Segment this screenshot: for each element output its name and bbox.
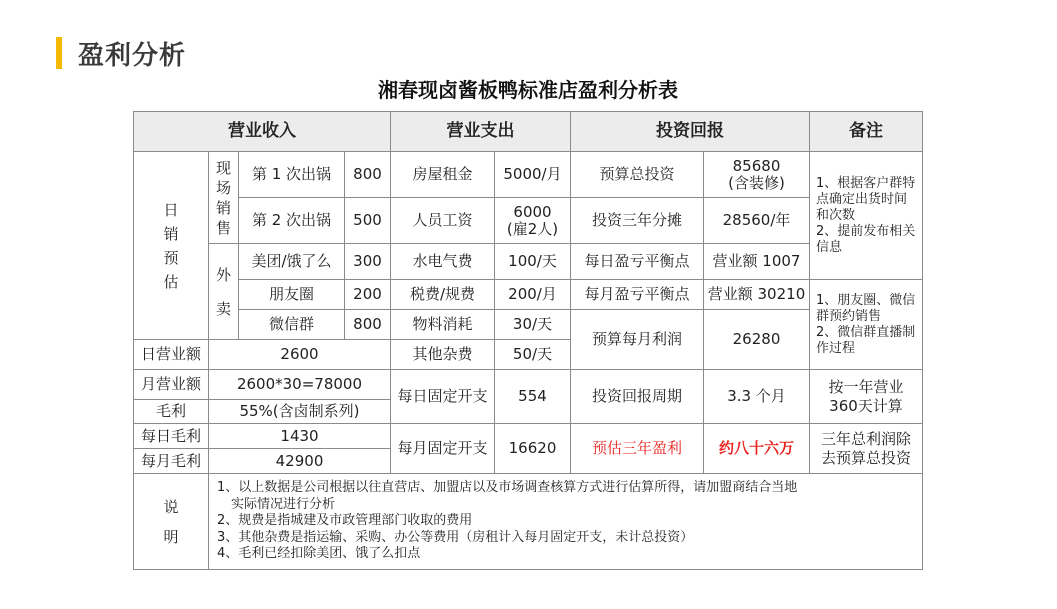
- daily-gross-label: 每日毛利: [134, 424, 209, 449]
- note-onsite: 1、根据客户群特点确定出货时间和次数 2、提前发布相关信息: [810, 152, 923, 280]
- utilities-label: 水电气费: [391, 244, 495, 280]
- col-header-expense: 营业支出: [391, 112, 571, 152]
- monthly-revenue-label: 月营业额: [134, 370, 209, 400]
- daily-breakeven-value: 营业额 1007: [704, 244, 810, 280]
- explanation-label: 说 明: [134, 474, 209, 570]
- monthly-revenue-value: 2600*30=78000: [209, 370, 391, 400]
- batch2-label: 第 2 次出锅: [239, 198, 345, 244]
- monthly-gross-label: 每月毛利: [134, 449, 209, 474]
- monthly-breakeven-label: 每月盈亏平衡点: [571, 280, 704, 310]
- tax-value: 200/月: [495, 280, 571, 310]
- monthly-profit-label: 预算每月利润: [571, 310, 704, 370]
- staff-label: 人员工资: [391, 198, 495, 244]
- materials-value: 30/天: [495, 310, 571, 340]
- wechat-group-value: 800: [345, 310, 391, 340]
- daily-revenue-label: 日营业额: [134, 340, 209, 370]
- materials-label: 物料消耗: [391, 310, 495, 340]
- three-year-profit-label: 预估三年盈利: [571, 424, 704, 474]
- daily-breakeven-label: 每日盈亏平衡点: [571, 244, 704, 280]
- explanation-line-1: 1、以上数据是公司根据以往直营店、加盟店以及市场调查核算方式进行估算所得，请加盟商结合当地: [217, 480, 798, 496]
- gross-margin-value: 55%(含卤制系列): [209, 400, 391, 424]
- utilities-value: 100/天: [495, 244, 571, 280]
- gross-margin-label: 毛利: [134, 400, 209, 424]
- batch1-value: 800: [345, 152, 391, 198]
- daily-fixed-label: 每日固定开支: [391, 370, 495, 424]
- budget-total-label: 预算总投资: [571, 152, 704, 198]
- note-takeout: 1、朋友圈、微信群预约销售 2、微信群直播制作过程: [810, 280, 923, 370]
- col-header-income: 营业收入: [134, 112, 391, 152]
- three-year-value: 28560/年: [704, 198, 810, 244]
- three-year-label: 投资三年分摊: [571, 198, 704, 244]
- moments-label: 朋友圈: [239, 280, 345, 310]
- note-year-basis: 按一年营业 360天计算: [810, 370, 923, 424]
- tax-label: 税费/规费: [391, 280, 495, 310]
- monthly-fixed-label: 每月固定开支: [391, 424, 495, 474]
- explanation-line-4: 4、毛利已经扣除美团、饿了么扣点: [217, 546, 421, 562]
- meituan-label: 美团/饿了么: [239, 244, 345, 280]
- batch1-label: 第 1 次出锅: [239, 152, 345, 198]
- explanation-line-1b: 实际情况进行分析: [231, 496, 336, 512]
- budget-total-value: 85680 (含装修): [704, 152, 810, 198]
- monthly-gross-value: 42900: [209, 449, 391, 474]
- section-title: 盈利分析: [78, 40, 187, 71]
- staff-value: 6000 (雇2人): [495, 198, 571, 244]
- onsite-sales-label: 现 场 销 售: [209, 152, 239, 244]
- misc-value: 50/天: [495, 340, 571, 370]
- daily-fixed-value: 554: [495, 370, 571, 424]
- col-header-return: 投资回报: [571, 112, 810, 152]
- monthly-profit-value: 26280: [704, 310, 810, 370]
- takeout-label: 外 卖: [209, 244, 239, 340]
- three-year-profit-value: 约八十六万: [704, 424, 810, 474]
- daily-revenue-value: 2600: [209, 340, 391, 370]
- meituan-value: 300: [345, 244, 391, 280]
- misc-label: 其他杂费: [391, 340, 495, 370]
- explanation-text: [209, 474, 923, 570]
- rent-value: 5000/月: [495, 152, 571, 198]
- header-accent-bar: [56, 37, 62, 69]
- moments-value: 200: [345, 280, 391, 310]
- monthly-breakeven-value: 营业额 30210: [704, 280, 810, 310]
- daily-gross-value: 1430: [209, 424, 391, 449]
- wechat-group-label: 微信群: [239, 310, 345, 340]
- table-title: 湘春现卤酱板鸭标准店盈利分析表: [378, 78, 678, 102]
- rent-label: 房屋租金: [391, 152, 495, 198]
- col-header-notes: 备注: [810, 112, 923, 152]
- note-three-year: 三年总利润除 去预算总投资: [810, 424, 923, 474]
- daily-forecast-label: 日 销 预 估: [134, 152, 209, 340]
- monthly-fixed-value: 16620: [495, 424, 571, 474]
- explanation-line-2: 2、规费是指城建及市政管理部门收取的费用: [217, 513, 473, 529]
- payback-label: 投资回报周期: [571, 370, 704, 424]
- section-header: [56, 36, 186, 70]
- payback-value: 3.3 个月: [704, 370, 810, 424]
- profit-analysis-table: [133, 111, 923, 570]
- batch2-value: 500: [345, 198, 391, 244]
- explanation-line-3: 3、其他杂费是指运输、采购、办公等费用（房租计入每月固定开支，未计总投资）: [217, 529, 694, 545]
